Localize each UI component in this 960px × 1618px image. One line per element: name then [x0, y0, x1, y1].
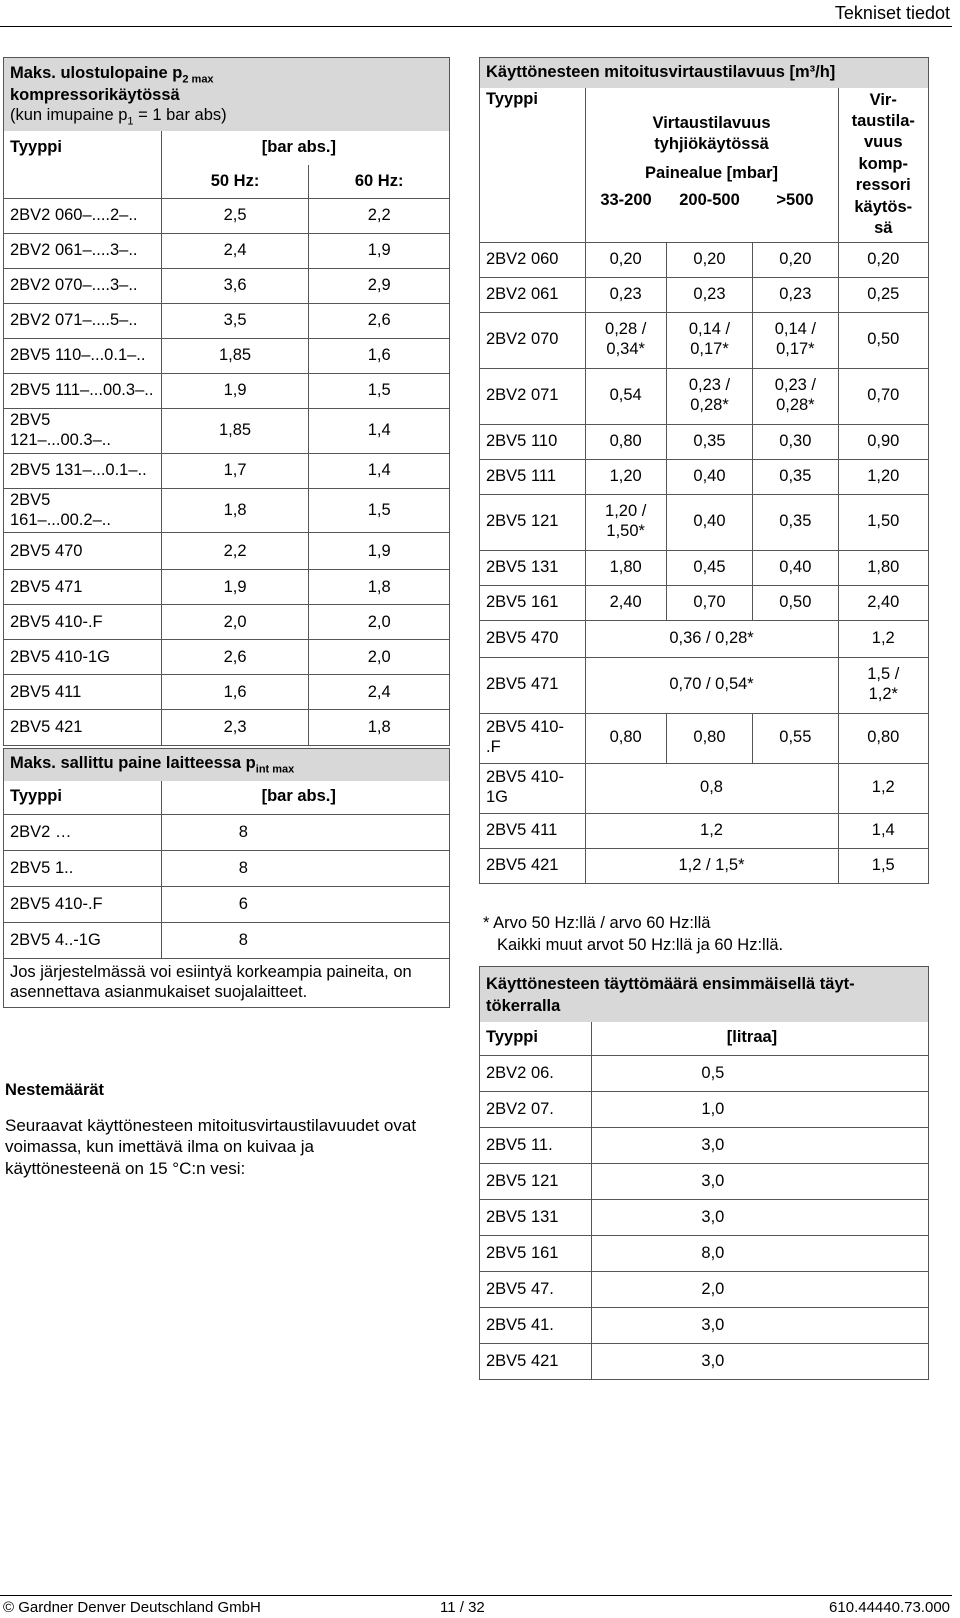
table-row: 2BV2 … 8 [4, 815, 450, 851]
flow-title-row: Käyttönesteen mitoitusvirtaustilavuus [m³/h] [480, 58, 929, 88]
fluids-heading: Nestemäärät [5, 1081, 105, 1099]
fill-table [479, 966, 929, 1380]
table-row: 2BV5 410-1G 2,6 2,0 [4, 640, 450, 675]
table-row: 2BV2 071 0,54 0,23 / 0,28* 0,23 / 0,28* 0,70 [480, 368, 929, 424]
table-row: 2BV5 421 1,2 / 1,5* 1,5 [480, 848, 929, 883]
table-row: 2BV5 411 1,2 1,4 [480, 813, 929, 848]
table-row: 2BV5 41. 3,0 [480, 1308, 929, 1344]
table-row: 2BV5 410- 1G 0,8 1,2 [480, 763, 929, 813]
table-row: 2BV5 47. 2,0 [480, 1272, 929, 1308]
page-footer [0, 1595, 952, 1618]
flow-footnote-2: Kaikki muut arvot 50 Hz:llä ja 60 Hz:llä. [497, 936, 784, 954]
table-row: 2BV5 161 8,0 [480, 1236, 929, 1272]
table-row: 2BV5 161–...00.2–.. 1,8 1,5 [4, 488, 450, 533]
table-row: 2BV5 421 2,3 1,8 [4, 710, 450, 746]
fill-header-row: Tyyppi [litraa] [480, 1022, 929, 1056]
flow-table [479, 57, 929, 884]
flow-footnote-1: * Arvo 50 Hz:llä / arvo 60 Hz:llä [483, 914, 711, 932]
table-row: 2BV5 11. 3,0 [480, 1128, 929, 1164]
page-header [0, 0, 952, 27]
table-row: 2BV5 470 2,2 1,9 [4, 533, 450, 570]
table-row: 2BV5 110 0,80 0,35 0,30 0,90 [480, 424, 929, 459]
table-row: 2BV5 121 3,0 [480, 1164, 929, 1200]
table-row: 2BV2 061–....3–.. 2,4 1,9 [4, 234, 450, 269]
fluids-text: Seuraavat käyttönesteen mitoitusvirtaustilavuudet ovat voimassa, kun imettävä ilma on kuivaa ja käyttönesteenä on 15 °C:n vesi: [5, 1116, 417, 1178]
table-row: 2BV5 131 1,80 0,45 0,40 1,80 [480, 550, 929, 585]
table-row: 2BV2 06. 0,5 [480, 1056, 929, 1092]
table-row: 2BV5 471 0,70 / 0,54* 1,5 / 1,2* [480, 657, 929, 713]
table-row: 2BV2 060 0,20 0,20 0,20 0,20 [480, 242, 929, 277]
table-row: 2BV5 111 1,20 0,40 0,35 1,20 [480, 459, 929, 494]
table-row: 2BV2 071–....5–.. 3,5 2,6 [4, 304, 450, 339]
table-row: 2BV5 111–...00.3–.. 1,9 1,5 [4, 374, 450, 409]
pressure-table-title-row: Maks. ulostulopaine $p_{2 max}$ kompressorikäytössä (kun imupaine $p_1 = 1$ bar abs) [4, 58, 450, 131]
pressure-table [3, 57, 450, 746]
table-row: 2BV5 161 2,40 0,70 0,50 2,40 [480, 585, 929, 620]
table-row: 2BV5 410-.F 2,0 2,0 [4, 605, 450, 640]
table-row: 2BV5 121 1,20 / 1,50* 0,40 0,35 1,50 [480, 494, 929, 550]
table-row: 2BV5 410- .F 0,80 0,80 0,55 0,80 [480, 713, 929, 763]
table-row: 2BV2 070–....3–.. 3,6 2,9 [4, 269, 450, 304]
pressure-table-header: Tyyppi [bar abs.] [4, 131, 450, 165]
fill-title-row: Käyttönesteen täyttömäärä ensimmäisellä täyt- tökerralla [480, 967, 929, 1022]
table-row: 2BV5 411 1,6 2,4 [4, 675, 450, 710]
footer-company: © Gardner Denver Deutschland GmbH [3, 1599, 261, 1616]
table-row: 2BV5 4..-1G 8 [4, 923, 450, 959]
footer-page: 11 / 32 [440, 1599, 485, 1616]
table-row: 2BV5 471 1,9 1,8 [4, 570, 450, 605]
table-row: 2BV2 070 0,28 / 0,34* 0,14 / 0,17* 0,14 / 0,17* 0,50 [480, 312, 929, 368]
max-pressure-note-row [4, 959, 450, 1008]
table-row: 2BV5 131–...0.1–.. 1,7 1,4 [4, 453, 450, 488]
table-row: 2BV5 121–...00.3–.. 1,85 1,4 [4, 409, 450, 454]
table-row: 2BV5 110–...0.1–.. 1,85 1,6 [4, 339, 450, 374]
table-row: 2BV5 421 3,0 [480, 1344, 929, 1380]
table-row: 2BV5 470 0,36 / 0,28* 1,2 [480, 620, 929, 657]
table-row: 2BV2 061 0,23 0,23 0,23 0,25 [480, 277, 929, 312]
max-pressure-header: Tyyppi [bar abs.] [4, 781, 450, 815]
table-row: 2BV5 131 3,0 [480, 1200, 929, 1236]
table-row: 2BV2 07. 1,0 [480, 1092, 929, 1128]
pressure-table-subheader: 50 Hz: 60 Hz: [4, 165, 450, 199]
table-row: 2BV2 060–....2–.. 2,5 2,2 [4, 199, 450, 234]
table-row: 2BV5 1.. 8 [4, 851, 450, 887]
table-row: 2BV5 410-.F 6 [4, 887, 450, 923]
flow-header-row: Tyyppi Virtaustilavuus tyhjiökäytössä Painealue [mbar] 33-200 200-500 >500 Vir- taustila- vuus komp- ressori käytös- sä [480, 88, 929, 243]
max-pressure-note: Jos järjestelmässä voi esiintyä korkeampia paineita, on asennettava asianmukaiset suojalaitteet. [4, 959, 450, 1008]
footer-doc-number: 610.44440.73.000 [829, 1599, 950, 1616]
max-pressure-title-row: Maks. sallittu paine laitteessa $p_{int max}$ [4, 749, 450, 781]
header-title: Tekniset tiedot [834, 3, 950, 23]
max-pressure-table [3, 748, 450, 1008]
